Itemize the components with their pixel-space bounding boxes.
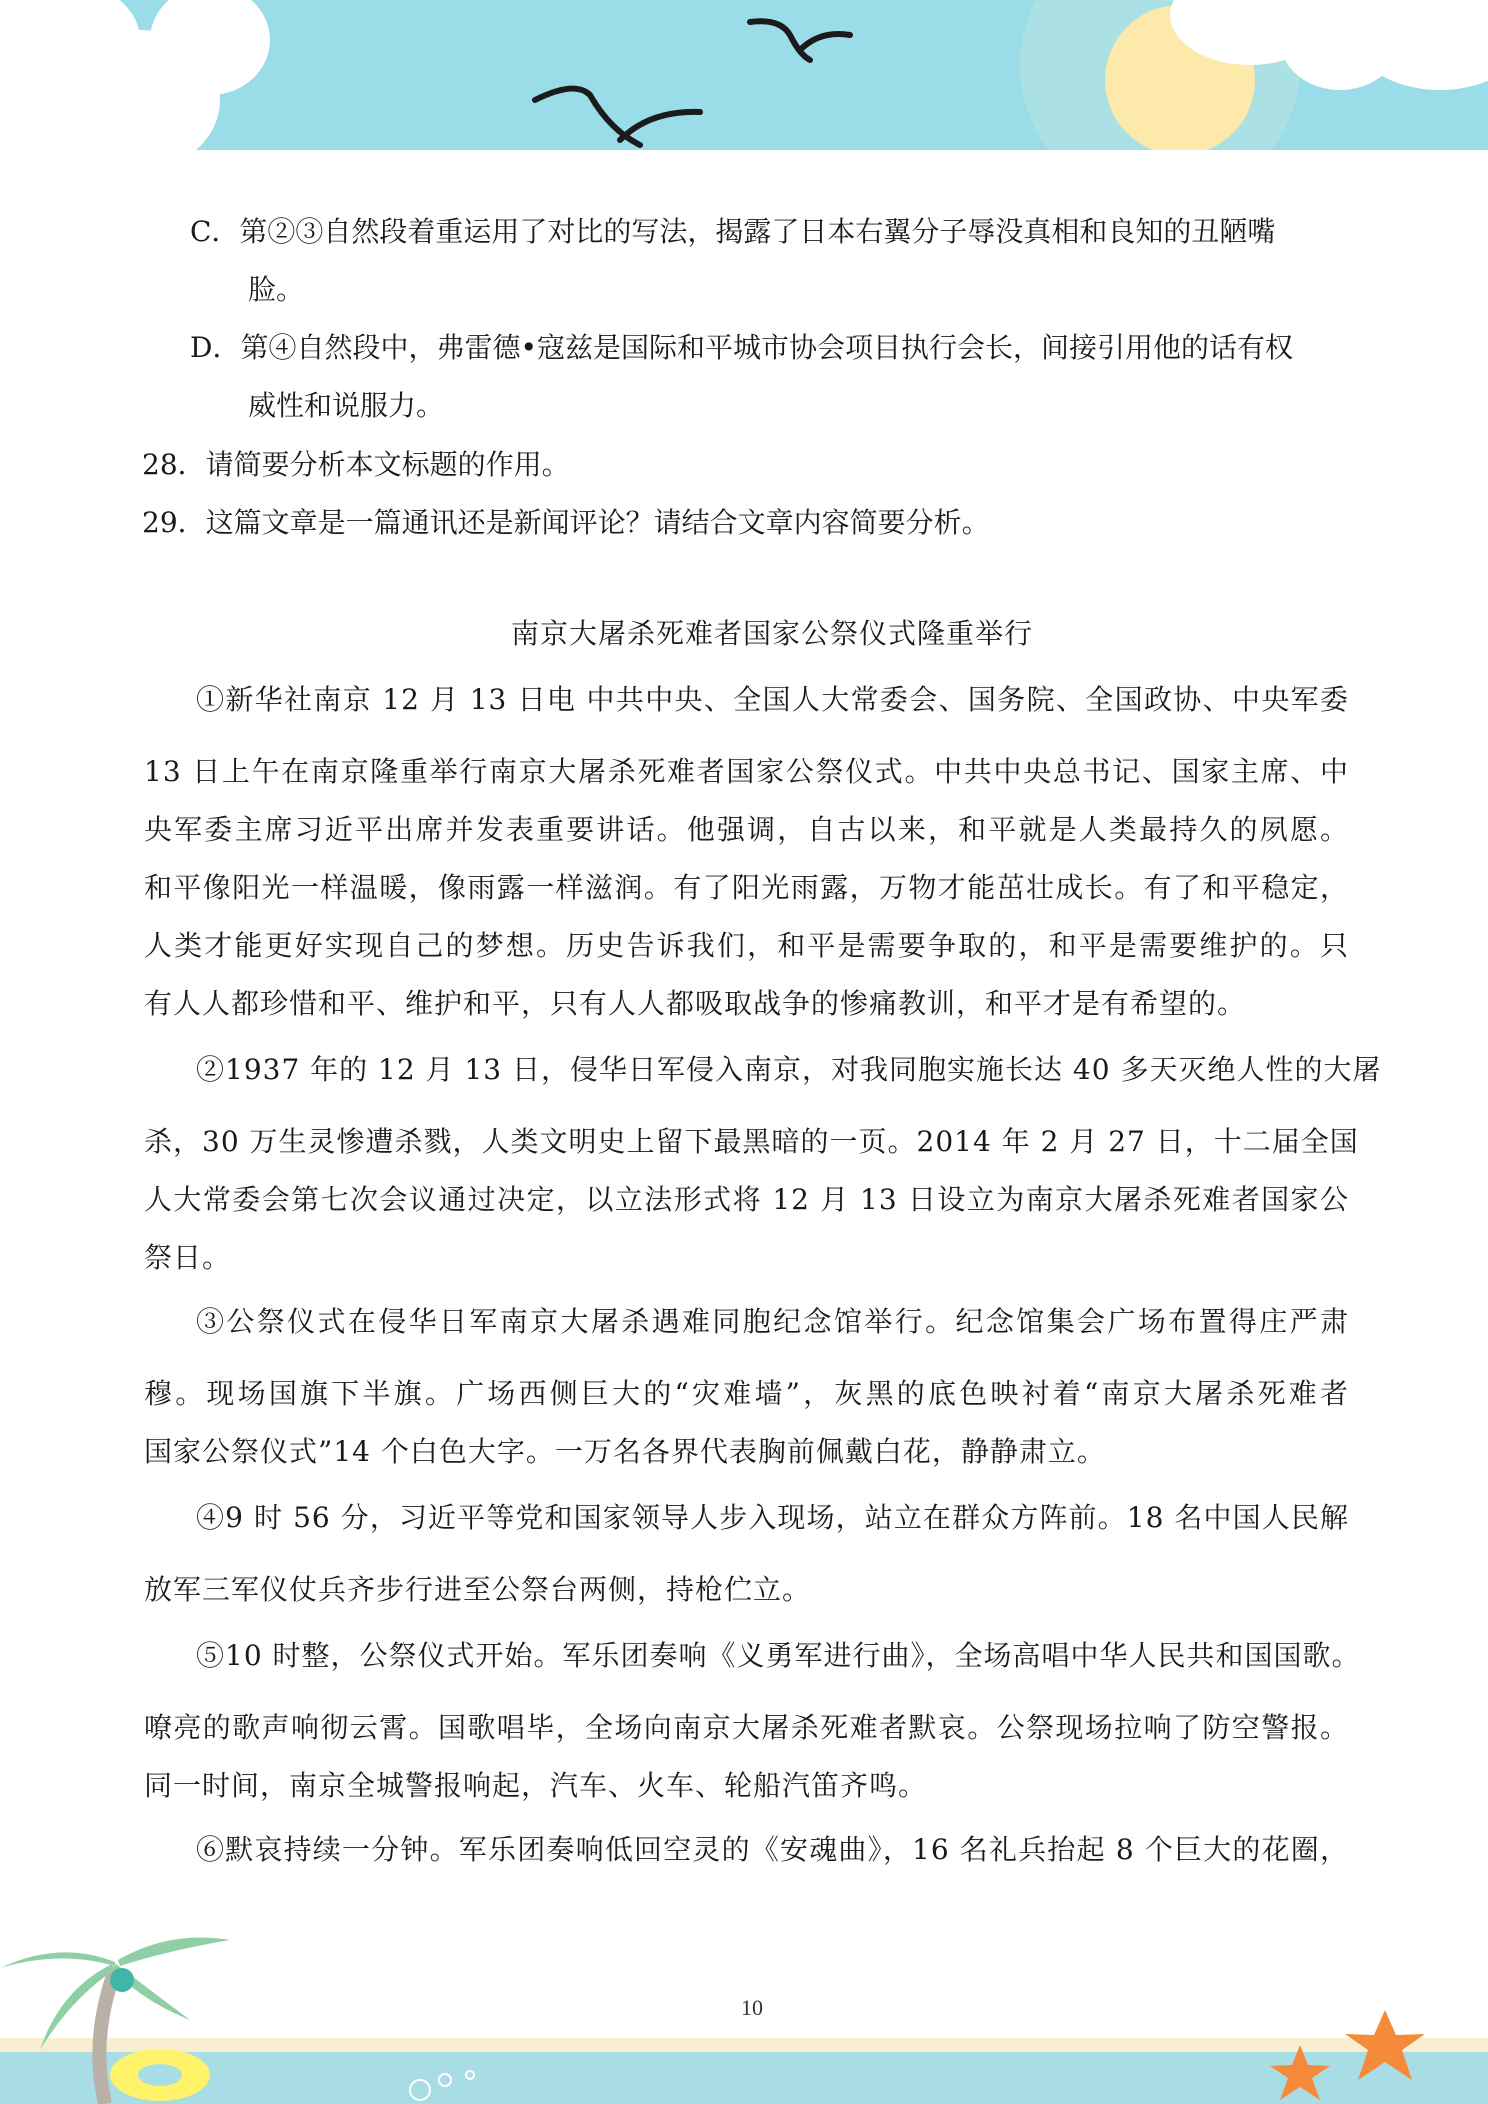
article-line: 和平像阳光一样温暖，像雨露一样滋润。有了阳光雨露，万物才能茁壮成长。有了和平稳定， xyxy=(144,871,1349,904)
option-c-line2: 脸。 xyxy=(248,273,305,306)
article-line: ④9 时 56 分，习近平等党和国家领导人步入现场，站立在群众方阵前。18 名中国人民解 xyxy=(196,1501,1349,1534)
question-29: 29．这篇文章是一篇通讯还是新闻评论？请结合文章内容简要分析。 xyxy=(142,506,990,539)
article-line: 人大常委会第七次会议通过决定，以立法形式将 12 月 13 日设立为南京大屠杀死难者国家公 xyxy=(144,1183,1349,1216)
article-line: 13 日上午在南京隆重举行南京大屠杀死难者国家公祭仪式。中共中央总书记、国家主席、中 xyxy=(144,755,1349,788)
page-number: 10 xyxy=(741,1995,763,2020)
article-line: 人类才能更好实现自己的梦想。历史告诉我们，和平是需要争取的，和平是需要维护的。只 xyxy=(144,929,1349,962)
article-line: ①新华社南京 12 月 13 日电 中共中央、全国人大常委会、国务院、全国政协、中央军委 xyxy=(196,683,1349,716)
article-line: ⑥默哀持续一分钟。军乐团奏响低回空灵的《安魂曲》，16 名礼兵抬起 8 个巨大的花圈， xyxy=(196,1833,1349,1866)
article-line: 放军三军仪仗兵齐步行进至公祭台两侧，持枪伫立。 xyxy=(144,1573,812,1606)
article-line: ⑤10 时整，公祭仪式开始。军乐团奏响《义勇军进行曲》，全场高唱中华人民共和国国歌。 xyxy=(196,1639,1361,1672)
article-line: 有人人都珍惜和平、维护和平，只有人人都吸取战争的惨痛教训，和平才是有希望的。 xyxy=(144,987,1247,1020)
article-line: ③公祭仪式在侵华日军南京大屠杀遇难同胞纪念馆举行。纪念馆集会广场布置得庄严肃 xyxy=(196,1305,1349,1338)
option-d-line1: D．第④自然段中，弗雷德•寇兹是国际和平城市协会项目执行会长，间接引用他的话有权 xyxy=(190,331,1293,364)
option-c-line1: C．第②③自然段着重运用了对比的写法，揭露了日本右翼分子辱没真相和良知的丑陋嘴 xyxy=(190,215,1276,248)
article-line: 嘹亮的歌声响彻云霄。国歌唱毕，全场向南京大屠杀死难者默哀。公祭现场拉响了防空警报。 xyxy=(144,1711,1349,1744)
article-line: 央军委主席习近平出席并发表重要讲话。他强调，自古以来，和平就是人类最持久的夙愿。 xyxy=(144,813,1349,846)
article-line: 国家公祭仪式”14 个白色大字。一万名各界代表胸前佩戴白花，静静肃立。 xyxy=(144,1435,1106,1468)
article-line: ②1937 年的 12 月 13 日，侵华日军侵入南京，对我同胞实施长达 40 多天灭绝人性的大屠 xyxy=(196,1053,1382,1086)
article-line: 祭日。 xyxy=(144,1241,232,1274)
article-line: 杀，30 万生灵惨遭杀戮，人类文明史上留下最黑暗的一页。2014 年 2 月 27 日，十二届全国 xyxy=(144,1125,1359,1158)
option-d-line2: 威性和说服力。 xyxy=(248,389,445,422)
float-ring-icon xyxy=(110,2049,210,2101)
article-line: 同一时间，南京全城警报响起，汽车、火车、轮船汽笛齐鸣。 xyxy=(144,1769,928,1802)
article-line: 穆。现场国旗下半旗。广场西侧巨大的“灾难墙”，灰黑的底色映衬着“南京大屠杀死难者 xyxy=(144,1377,1349,1410)
header-sky-decoration xyxy=(0,0,1488,175)
question-28: 28．请简要分析本文标题的作用。 xyxy=(142,448,570,481)
article-title: 南京大屠杀死难者国家公祭仪式隆重举行 xyxy=(510,617,1033,650)
